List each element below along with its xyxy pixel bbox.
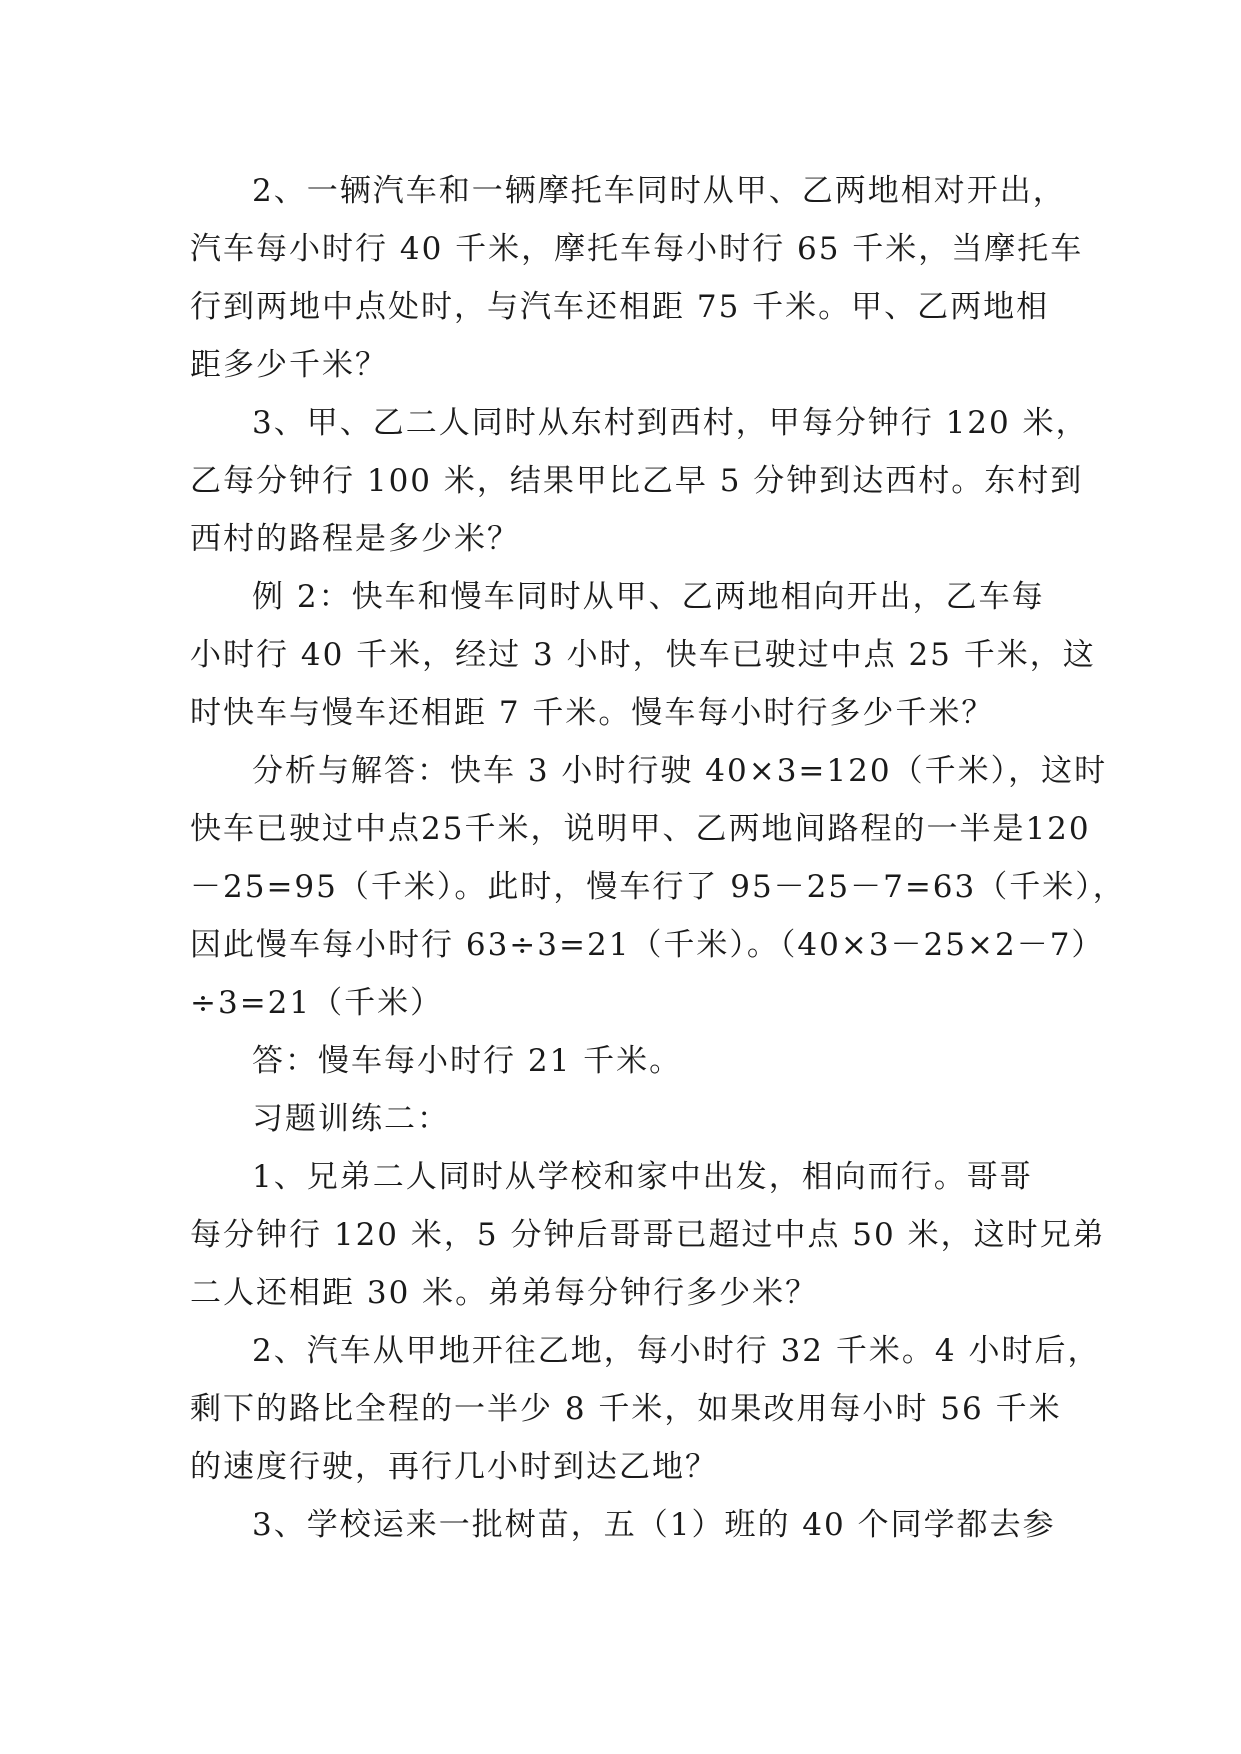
text-line-content: 时快车与慢车还相距 7 千米。慢车每小时行多少千米？ <box>190 695 995 731</box>
text-line-content: 例 2：快车和慢车同时从甲、乙两地相向开出，乙车每 <box>252 579 1045 615</box>
text-line <box>190 800 1091 858</box>
text-line <box>190 394 1089 452</box>
text-line <box>190 1264 1050 1322</box>
text-line <box>190 1438 1050 1496</box>
text-line-content: 3、学校运来一批树苗，五（1）班的 40 个同学都去参 <box>252 1507 1056 1543</box>
text-line-content: 的速度行驶，再行几小时到达乙地？ <box>190 1449 718 1485</box>
text-line <box>190 452 1084 510</box>
text-line-content: 习题训练二： <box>252 1101 450 1137</box>
text-line-content: 距多少千米？ <box>190 347 388 383</box>
text-line-content: 汽车每小时行 40 千米，摩托车每小时行 65 千米，当摩托车 <box>190 231 1084 267</box>
text-line-content: 答：慢车每小时行 21 千米。 <box>252 1043 683 1079</box>
text-line <box>190 510 1050 568</box>
text-line <box>190 684 1050 742</box>
text-line <box>190 626 1096 684</box>
text-line-content: －25=95（千米）。此时，慢车行了 95－25－7=63（千米）， <box>190 869 1126 905</box>
text-line <box>190 916 1105 974</box>
text-line <box>190 278 1050 336</box>
text-line-content: 分析与解答：快车 3 小时行驶 40×3=120（千米），这时 <box>252 753 1108 789</box>
text-line-content: 剩下的路比全程的一半少 8 千米，如果改用每小时 56 千米 <box>190 1391 1062 1427</box>
text-line-content: 3、甲、乙二人同时从东村到西村，甲每分钟行 120 米， <box>252 405 1089 441</box>
text-line <box>190 1090 1050 1148</box>
text-line <box>190 336 1050 394</box>
text-line-content: 每分钟行 120 米，5 分钟后哥哥已超过中点 50 米，这时兄弟 <box>190 1217 1106 1253</box>
text-line-content: 快车已驶过中点25千米，说明甲、乙两地间路程的一半是120 <box>190 811 1091 847</box>
text-line-content: 乙每分钟行 100 米，结果甲比乙早 5 分钟到达西村。东村到 <box>190 463 1084 499</box>
text-line-content: 行到两地中点处时，与汽车还相距 75 千米。甲、乙两地相 <box>190 289 1050 325</box>
text-line-content: 西村的路程是多少米？ <box>190 521 520 557</box>
text-line <box>190 742 1108 800</box>
text-line <box>190 1380 1062 1438</box>
text-line-content: 二人还相距 30 米。弟弟每分钟行多少米？ <box>190 1275 819 1311</box>
text-line <box>190 1148 1050 1206</box>
text-line-content: 2、一辆汽车和一辆摩托车同时从甲、乙两地相对开出， <box>252 173 1066 209</box>
document-body <box>190 162 1126 1554</box>
text-line-content: 1、兄弟二人同时从学校和家中出发，相向而行。哥哥 <box>252 1159 1033 1195</box>
text-line <box>190 162 1066 220</box>
text-line-content: 小时行 40 千米，经过 3 小时，快车已驶过中点 25 千米，这 <box>190 637 1096 673</box>
text-line <box>190 974 1050 1032</box>
text-line <box>190 1032 1050 1090</box>
text-line <box>190 1496 1056 1554</box>
text-line <box>190 1322 1101 1380</box>
text-line-content: ÷3=21（千米） <box>190 985 444 1021</box>
text-line <box>190 568 1050 626</box>
text-line-content: 因此慢车每小时行 63÷3=21（千米）。（40×3－25×2－7） <box>190 927 1105 963</box>
text-line-content: 2、汽车从甲地开往乙地，每小时行 32 千米。4 小时后， <box>252 1333 1101 1369</box>
text-line <box>190 1206 1106 1264</box>
text-line <box>190 220 1084 278</box>
text-line <box>190 858 1126 916</box>
